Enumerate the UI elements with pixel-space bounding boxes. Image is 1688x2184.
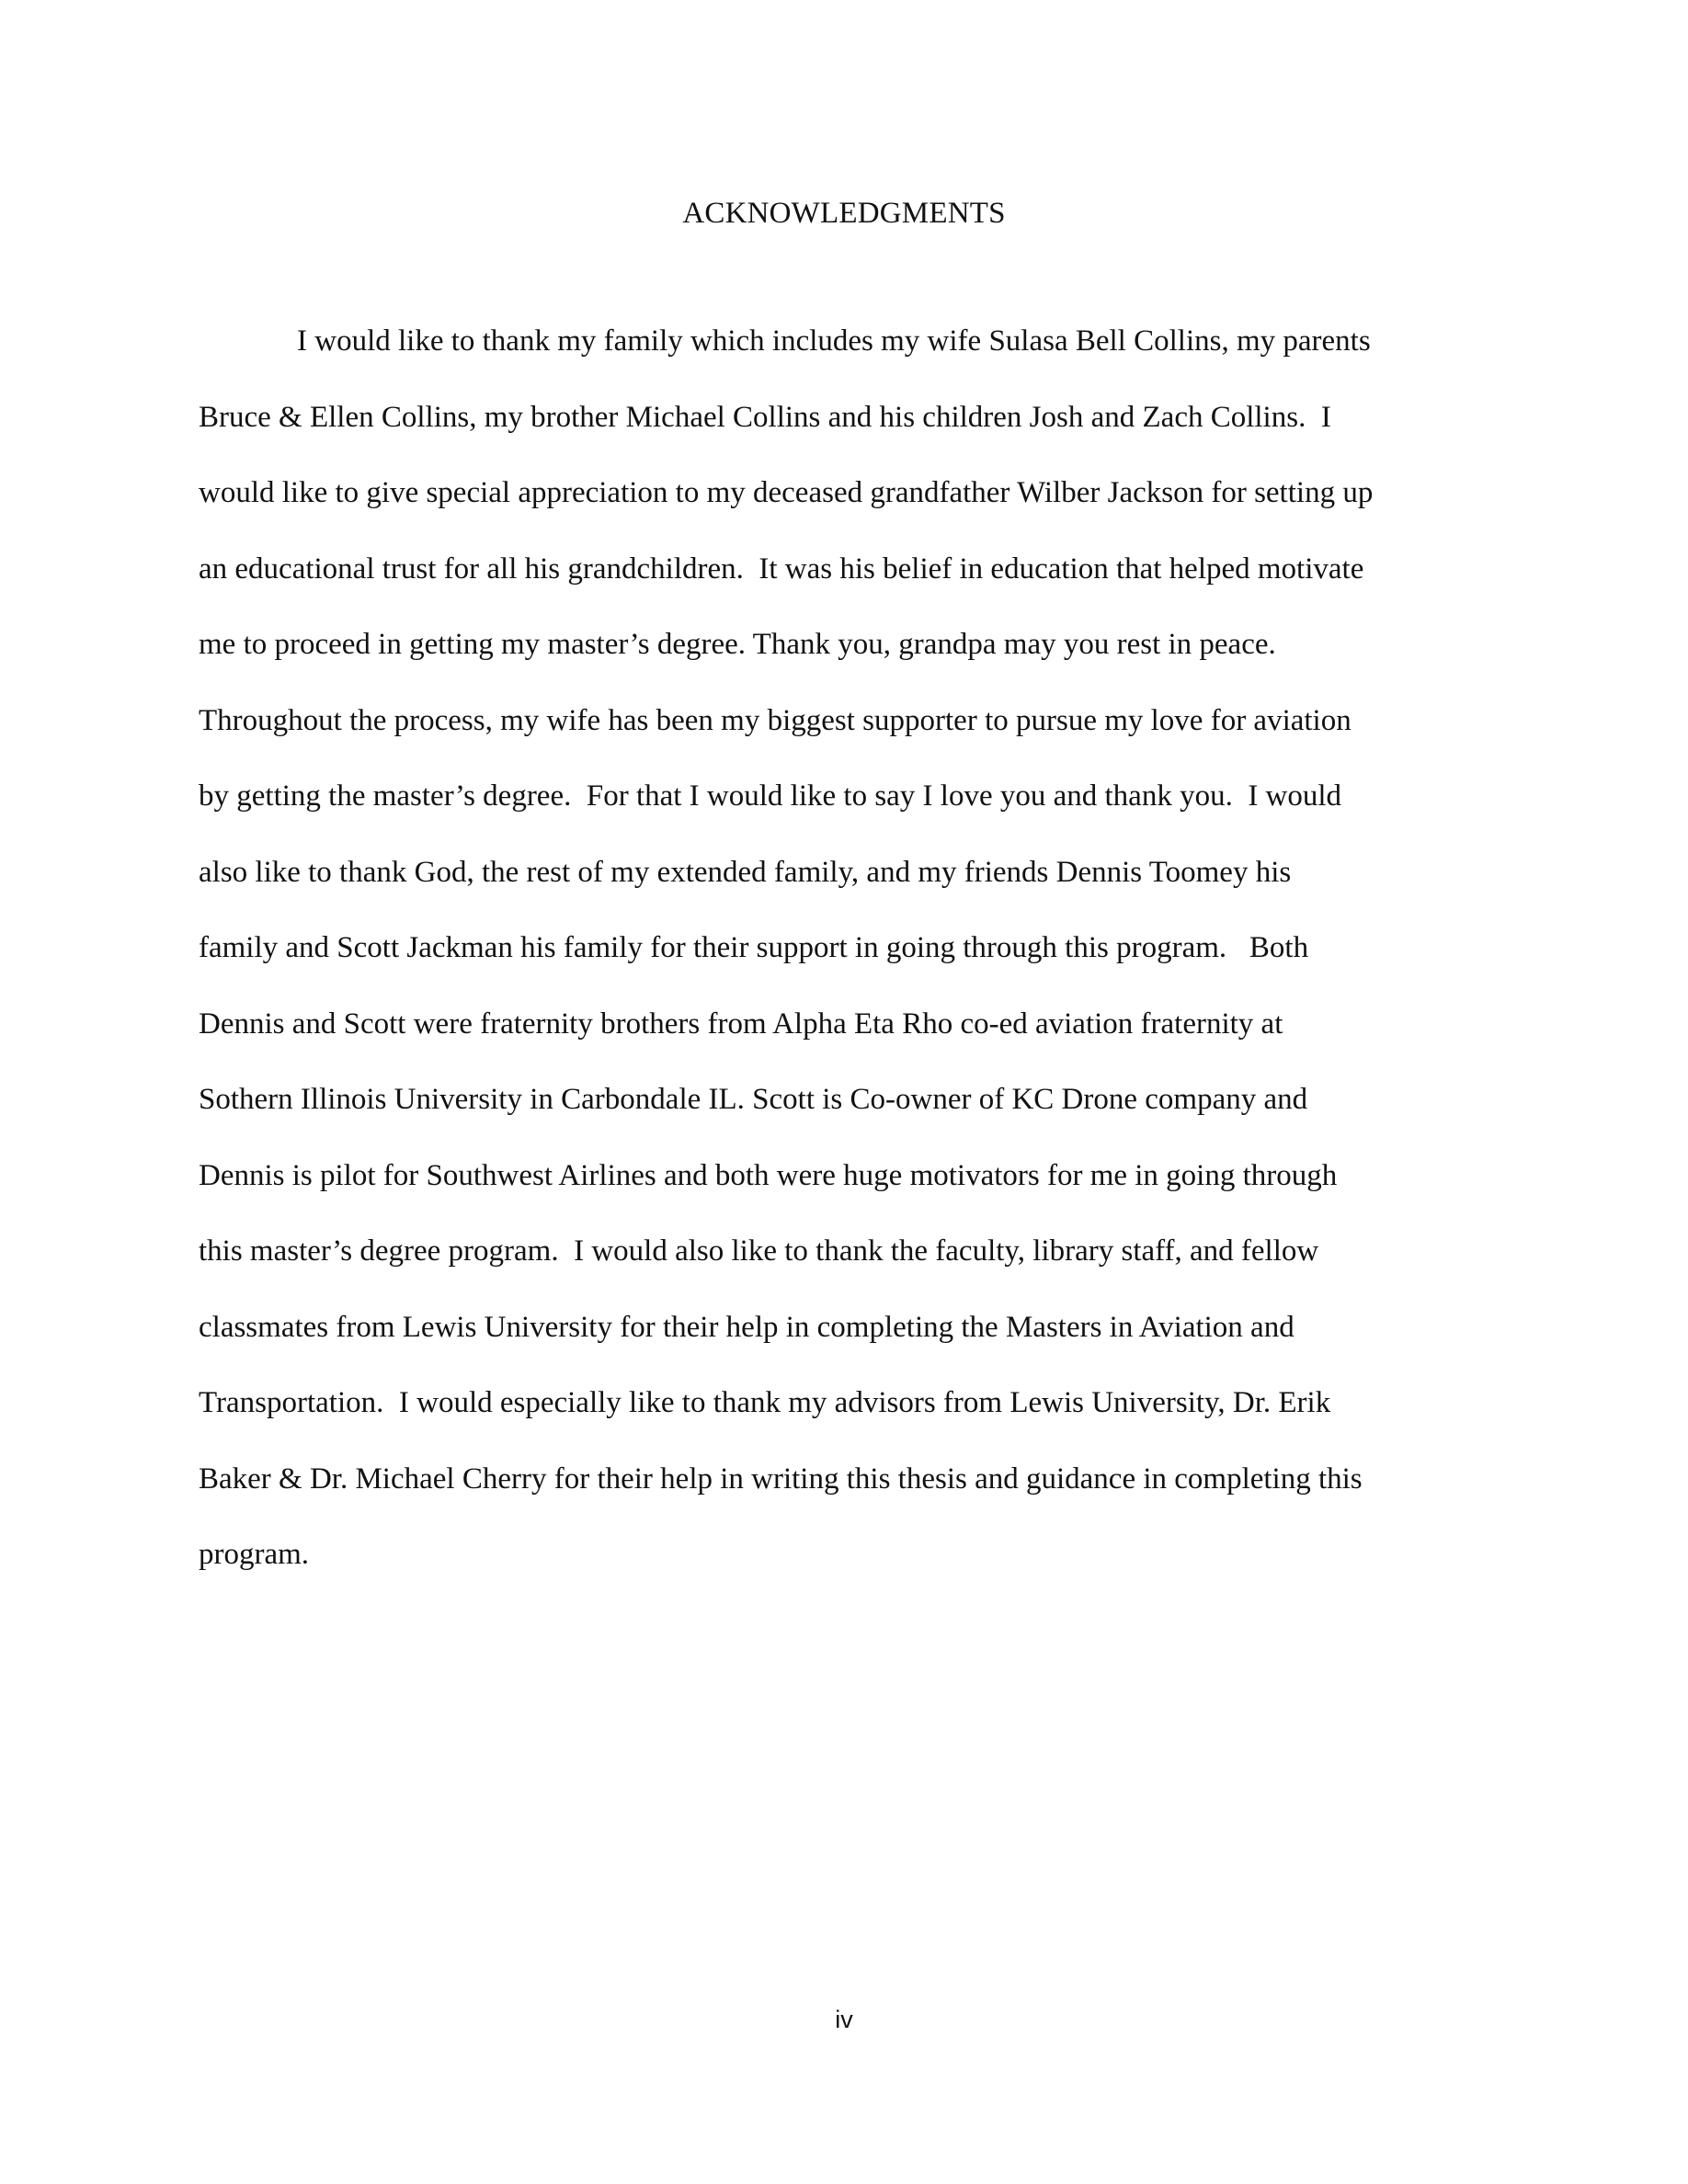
page-number: iv <box>835 2006 853 2033</box>
paragraph-line: an educational trust for all his grandchildren. It was his belief in education that helped motivate <box>199 552 1364 586</box>
paragraph-line: by getting the master’s degree. For that I would like to say I love you and thank you. I would <box>199 779 1342 813</box>
paragraph-line: also like to thank God, the rest of my extended family, and my friends Dennis Toomey his <box>199 855 1292 889</box>
paragraph-line: Transportation. I would especially like to thank my advisors from Lewis University, Dr. Erik <box>199 1386 1331 1419</box>
paragraph-line: family and Scott Jackman his family for their support in going through this program. Both <box>199 931 1309 964</box>
paragraph-line: Throughout the process, my wife has been my biggest supporter to pursue my love for aviation <box>199 703 1352 737</box>
paragraph-line: Bruce & Ellen Collins, my brother Michael Collins and his children Josh and Zach Collins. I <box>199 400 1331 434</box>
paragraph-line: Dennis is pilot for Southwest Airlines and both were huge motivators for me in going through <box>199 1158 1338 1192</box>
paragraph-line: classmates from Lewis University for their help in completing the Masters in Aviation and <box>199 1310 1295 1344</box>
page-title: ACKNOWLEDGMENTS <box>682 197 1006 230</box>
paragraph-line: Baker & Dr. Michael Cherry for their help in writing this thesis and guidance in completing this <box>199 1462 1363 1496</box>
paragraph-line: program. <box>199 1538 310 1571</box>
paragraph-line: me to proceed in getting my master’s degree. Thank you, grandpa may you rest in peace. <box>199 628 1276 661</box>
paragraph-line: Sothern Illinois University in Carbondale IL. Scott is Co-owner of KC Drone company and <box>199 1083 1308 1116</box>
paragraph-line: I would like to thank my family which includes my wife Sulasa Bell Collins, my parents <box>297 324 1371 358</box>
paragraph-line: would like to give special appreciation to my deceased grandfather Wilber Jackson for setting up <box>199 476 1374 509</box>
paragraph-line: this master’s degree program. I would also like to thank the faculty, library staff, and fellow <box>199 1234 1319 1268</box>
acknowledgments-paragraph <box>199 303 1489 1593</box>
paragraph-line: Dennis and Scott were fraternity brothers from Alpha Eta Rho co-ed aviation fraternity at <box>199 1007 1283 1041</box>
